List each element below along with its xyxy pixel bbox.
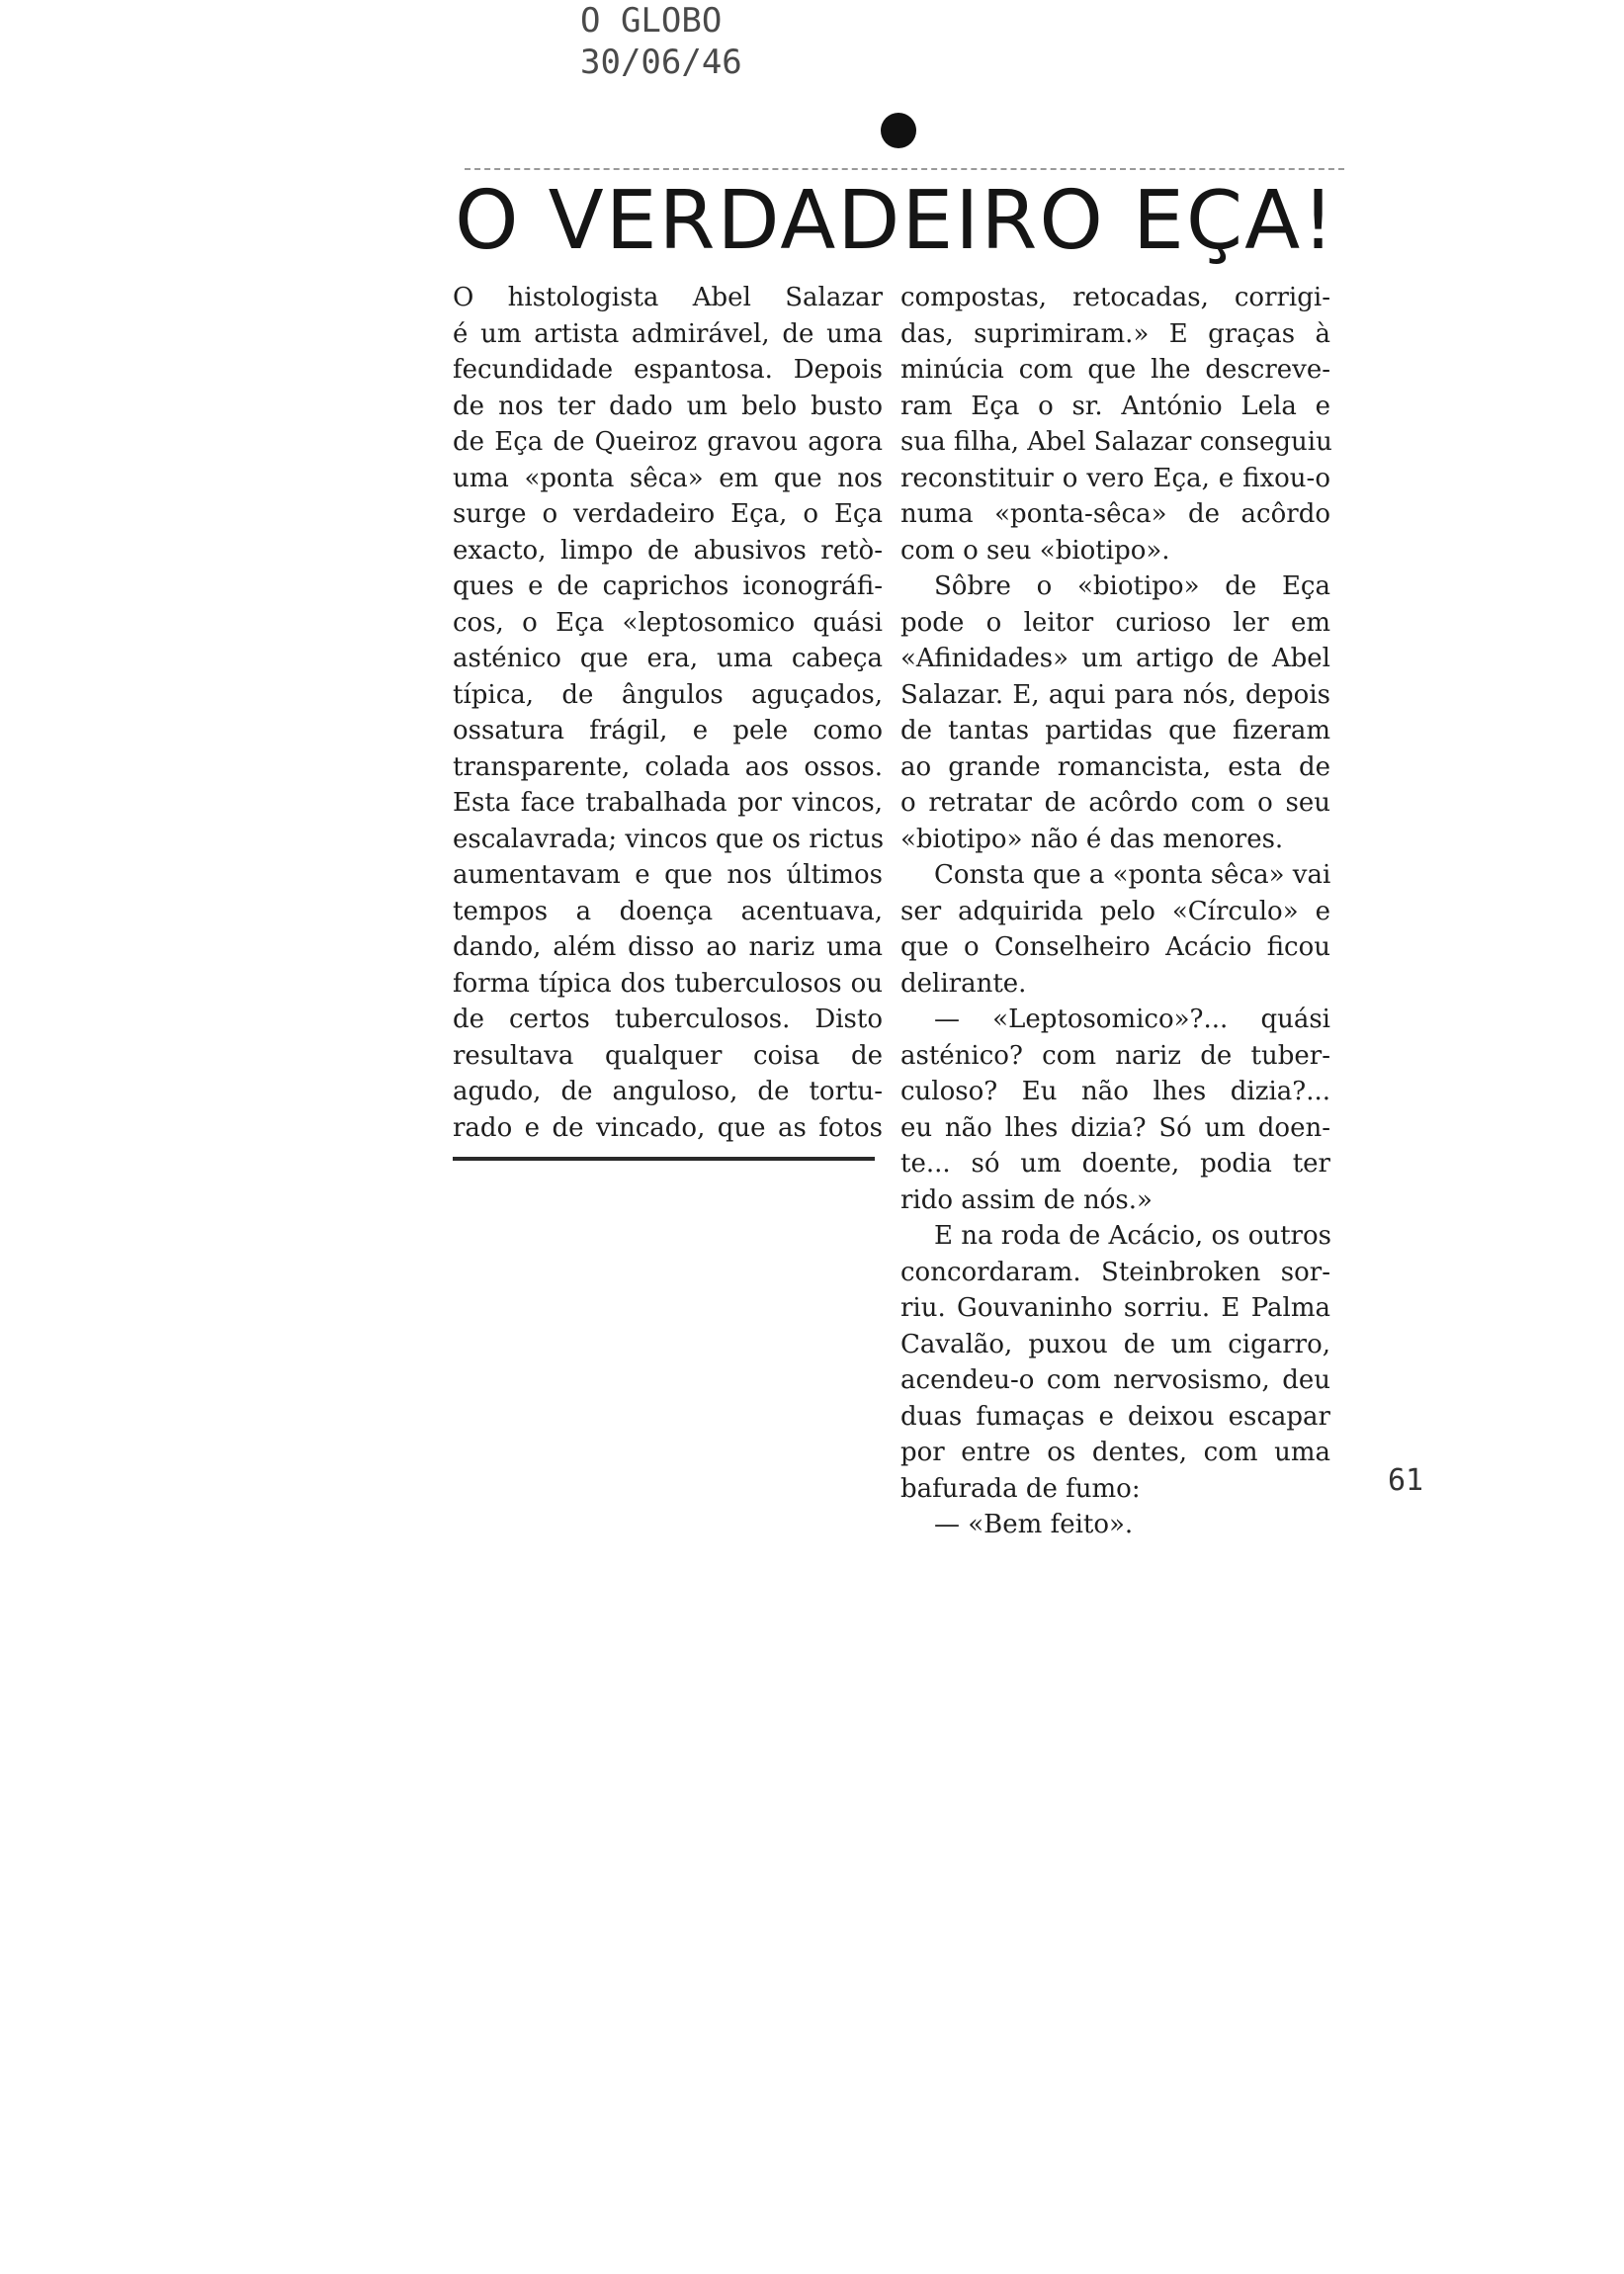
text-line: Cavalão, puxou de um cigarro, <box>900 1329 1330 1359</box>
text-line: ques e de caprichos iconográfi- <box>453 571 883 601</box>
text-line: «biotipo» não é das menores. <box>900 824 1284 854</box>
text-line: te... só um doente, podia ter <box>900 1149 1330 1179</box>
ornament-dot <box>881 113 916 148</box>
text-line: asténico que era, uma cabeça <box>453 644 883 673</box>
text-line: riu. Gouvaninho sorriu. E Palma <box>900 1293 1330 1323</box>
text-line: tempos a doença acentuava, <box>453 896 883 926</box>
stamp-newspaper: O GLOBO <box>580 1 723 41</box>
text-line: «Afinidades» um artigo de Abel <box>900 644 1330 673</box>
text-line: de certos tuberculosos. Disto <box>453 1005 883 1034</box>
archive-stamp <box>580 0 742 83</box>
text-line: de tantas partidas que fizeram <box>900 716 1330 745</box>
article-column-right <box>900 280 1330 1543</box>
text-line: delirante. <box>900 968 1027 999</box>
text-line: Consta que a «ponta sêca» vai <box>934 860 1331 890</box>
text-line: — «Bem feito». <box>934 1510 1134 1539</box>
text-line: que o Conselheiro Acácio ficou <box>900 932 1330 962</box>
text-line: duas fumaças e deixou escapar <box>900 1401 1330 1432</box>
text-line: minúcia com que lhe descreve- <box>900 355 1330 385</box>
stamp-date: 30/06/46 <box>580 43 742 82</box>
text-line: ao grande romancista, esta de <box>900 751 1330 782</box>
text-line: com o seu «biotipo». <box>900 535 1170 566</box>
text-line: típica, de ângulos aguçados, <box>453 679 883 710</box>
text-line: rado e de vincado, que as fotos <box>453 1112 883 1143</box>
page-number: 61 <box>1388 1463 1424 1498</box>
text-line: Sôbre o «biotipo» de Eça <box>934 571 1330 601</box>
text-line: O histologista Abel Salazar <box>453 283 883 312</box>
text-line: exacto, limpo de abusivos retò- <box>453 535 883 566</box>
header-dashed-rule <box>465 168 1344 170</box>
text-line: E na roda de Acácio, os outros <box>934 1221 1331 1251</box>
text-line: ser adquirida pelo «Círculo» e <box>900 896 1330 926</box>
text-line: dando, além disso ao nariz uma <box>453 932 883 962</box>
text-line: Esta face trabalhada por vincos, <box>453 788 883 818</box>
text-line: de Eça de Queiroz gravou agora <box>453 427 883 457</box>
text-line: acendeu-o com nervosismo, deu <box>900 1365 1330 1395</box>
text-line: das, suprimiram.» E graças à <box>900 318 1330 349</box>
text-line: é um artista admirável, de uma <box>453 318 883 349</box>
text-line: de nos ter dado um belo busto <box>453 391 883 421</box>
text-line: asténico? com nariz de tuber- <box>900 1040 1330 1071</box>
text-line: por entre os dentes, com uma <box>900 1438 1330 1467</box>
text-line: — «Leptosomico»?... quási <box>934 1005 1330 1034</box>
text-line: eu não lhes dizia? Só um doen- <box>900 1112 1330 1143</box>
article-headline: O VERDADEIRO EÇA! <box>455 174 1337 268</box>
text-line: ossatura frágil, e pele como <box>453 716 883 745</box>
text-line: aumentavam e que nos últimos <box>453 860 883 890</box>
text-line: agudo, de anguloso, de tortu- <box>453 1077 883 1106</box>
text-line: surge o verdadeiro Eça, o Eça <box>453 499 883 529</box>
text-line: sua filha, Abel Salazar conseguiu <box>900 427 1332 457</box>
text-line: fecundidade espantosa. Depois <box>453 355 883 385</box>
text-line: compostas, retocadas, corrigi- <box>900 283 1330 312</box>
text-line: resultava qualquer coisa de <box>453 1040 883 1071</box>
text-line: reconstituir o vero Eça, e fixou-o <box>900 463 1330 493</box>
text-line: numa «ponta-sêca» de acôrdo <box>900 499 1330 529</box>
column-end-rule <box>453 1157 875 1161</box>
text-line: Salazar. E, aqui para nós, depois <box>900 679 1330 710</box>
text-line: forma típica dos tuberculosos ou <box>453 968 883 999</box>
text-line: o retratar de acôrdo com o seu <box>900 788 1330 818</box>
text-line: cos, o Eça «leptosomico quási <box>453 607 883 638</box>
text-line: escalavrada; vincos que os rictus <box>453 824 885 854</box>
text-line: ram Eça o sr. António Lela e <box>900 391 1330 421</box>
text-line: transparente, colada aos ossos. <box>453 751 883 782</box>
text-line: concordaram. Steinbroken sor- <box>900 1257 1330 1287</box>
text-line: bafurada de fumo: <box>900 1473 1141 1504</box>
article-column-left <box>453 280 883 1146</box>
text-line: pode o leitor curioso ler em <box>900 607 1330 638</box>
text-line: culoso? Eu não lhes dizia?... <box>900 1077 1330 1106</box>
text-line: uma «ponta sêca» em que nos <box>453 463 883 493</box>
text-line: rido assim de nós.» <box>900 1184 1153 1215</box>
